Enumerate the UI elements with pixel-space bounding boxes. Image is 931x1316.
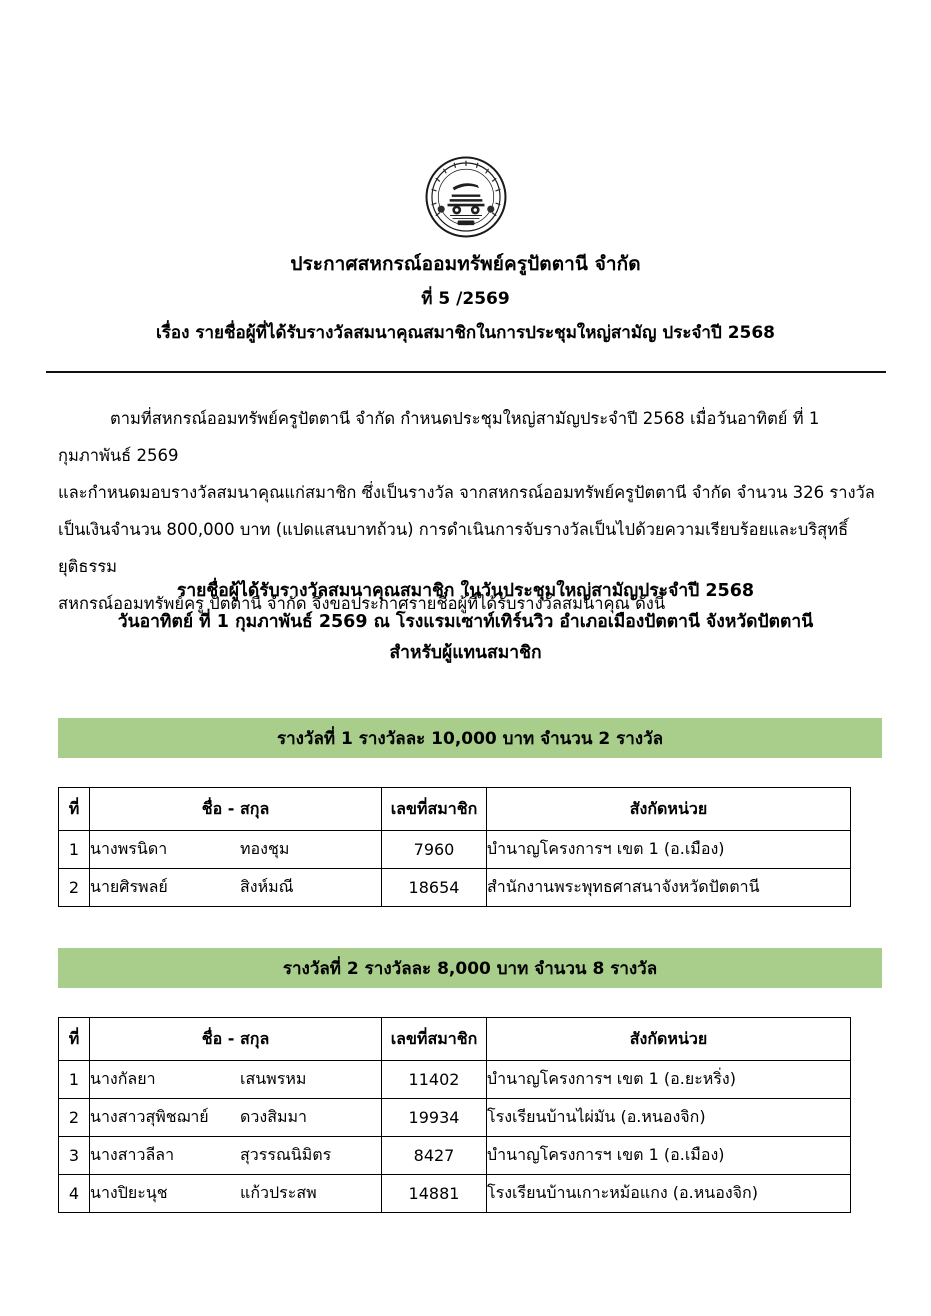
column-header-name: ชื่อ - สกุล [90, 788, 382, 831]
prize-banner-1-label: รางวัลที่ 1 รางวัลละ 10,000 บาท จำนวน 2 รางวัล [276, 728, 664, 749]
cell-unit: โรงเรียนบ้านไผ่มัน (อ.หนองจิก) [487, 1099, 851, 1137]
cell-last-name: แก้วประสพ [240, 1183, 317, 1202]
page-title: ประกาศสหกรณ์ออมทรัพย์ครูปัตตานี จำกัด [290, 253, 641, 275]
table-header-row [59, 788, 851, 831]
cell-member-no: 19934 [382, 1099, 487, 1137]
cell-no: 1 [59, 1061, 90, 1099]
cell-unit: บำนาญโครงการฯ เขต 1 (อ.เมือง) [487, 1137, 851, 1175]
header-divider [46, 371, 886, 373]
body-line-4: สหกรณ์ออมทรัพย์ครู ปัตตานี จำกัด จึงขอประกาศรายชื่อผู้ที่ได้รับรางวัลสมนาคุณ ดังนี้ [58, 594, 666, 613]
prize-banner-1 [58, 718, 882, 758]
cell-name [90, 869, 382, 907]
prize-banner-2-label: รางวัลที่ 2 รางวัลละ 8,000 บาท จำนวน 8 รางวัล [282, 958, 658, 979]
cell-no: 2 [59, 869, 90, 907]
table-row [59, 1061, 851, 1099]
table-row [59, 831, 851, 869]
column-header-no: ที่ [59, 1018, 90, 1061]
cell-no: 3 [59, 1137, 90, 1175]
award-table-1 [58, 787, 851, 907]
cell-unit: โรงเรียนบ้านเกาะหม้อแกง (อ.หนองจิก) [487, 1175, 851, 1213]
cell-name [90, 1061, 382, 1099]
cell-no: 1 [59, 831, 90, 869]
event-heading [0, 576, 931, 669]
cell-no: 2 [59, 1099, 90, 1137]
column-header-no: ที่ [59, 788, 90, 831]
award-table-2 [58, 1017, 851, 1213]
cell-last-name: เสนพรหม [240, 1069, 307, 1088]
cell-last-name: ทองชุม [240, 839, 290, 858]
cell-member-no: 8427 [382, 1137, 487, 1175]
cell-member-no: 18654 [382, 869, 487, 907]
cell-first-name: นางกัลยา [90, 1069, 156, 1088]
cell-unit: บำนาญโครงการฯ เขต 1 (อ.เมือง) [487, 831, 851, 869]
prize-banner-2 [58, 948, 882, 988]
cell-first-name: นางสาวลีลา [90, 1145, 175, 1164]
event-heading-line-2: วันอาทิตย์ ที่ 1 กุมภาพันธ์ 2569 ณ โรงแรมเซาท์เทิร์นวิว อำเภอเมืองปัตตานี จังหวัดปัตตานี [117, 612, 814, 632]
document-header [0, 252, 931, 345]
cell-no: 4 [59, 1175, 90, 1213]
body-line-1: ตามที่สหกรณ์ออมทรัพย์ครูปัตตานี จำกัด กำหนดประชุมใหญ่สามัญประจำปี 2568 เมื่อวันอาทิตย์ ที่ 1 กุมภาพันธ์ 2569 [58, 409, 820, 465]
table-row [59, 1137, 851, 1175]
column-header-unit: สังกัดหน่วย [487, 788, 851, 831]
column-header-member: เลขที่สมาชิก [382, 788, 487, 831]
table-row [59, 869, 851, 907]
column-header-member: เลขที่สมาชิก [382, 1018, 487, 1061]
event-heading-line-1: รายชื่อผู้ได้รับรางวัลสมนาคุณสมาชิก ในวันประชุมใหญ่สามัญประจำปี 2568 [176, 581, 755, 601]
body-line-3: เป็นเงินจำนวน 800,000 บาท (แปดแสนบาทถ้วน) การดำเนินการจับรางวัลเป็นไปด้วยความเรียบร้อยและบริสุทธิ์ยุติธรรม [58, 520, 849, 576]
cell-member-no: 14881 [382, 1175, 487, 1213]
cell-unit: สำนักงานพระพุทธศาสนาจังหวัดปัตตานี [487, 869, 851, 907]
cell-name [90, 1137, 382, 1175]
cell-unit: บำนาญโครงการฯ เขต 1 (อ.ยะหริ่ง) [487, 1061, 851, 1099]
cooperative-seal-icon [424, 155, 508, 239]
cell-member-no: 11402 [382, 1061, 487, 1099]
table-row [59, 1175, 851, 1213]
cell-last-name: สิงห์มณี [240, 877, 294, 896]
cell-last-name: สุวรรณนิมิตร [240, 1145, 332, 1164]
cell-first-name: นางพรนิดา [90, 839, 168, 858]
cell-first-name: นายศิรพลย์ [90, 877, 168, 896]
cell-name [90, 1099, 382, 1137]
body-line-2: และกำหนดมอบรางวัลสมนาคุณแก่สมาชิก ซึ่งเป็นรางวัล จากสหกรณ์ออมทรัพย์ครูปัตตานี จำกัด จำนวน 326 รางวัล [58, 483, 875, 502]
cell-name [90, 831, 382, 869]
cell-member-no: 7960 [382, 831, 487, 869]
document-number: ที่ 5 /2569 [421, 288, 510, 309]
column-header-name: ชื่อ - สกุล [90, 1018, 382, 1061]
logo-container [0, 155, 931, 239]
table-header-row [59, 1018, 851, 1061]
cell-last-name: ดวงสิมมา [240, 1107, 308, 1126]
cell-name [90, 1175, 382, 1213]
cell-first-name: นางปิยะนุช [90, 1183, 168, 1202]
column-header-unit: สังกัดหน่วย [487, 1018, 851, 1061]
cell-first-name: นางสาวสุพิชฌาย์ [90, 1107, 209, 1126]
document-subject: เรื่อง รายชื่อผู้ที่ได้รับรางวัลสมนาคุณสมาชิกในการประชุมใหญ่สามัญ ประจำปี 2568 [155, 322, 776, 343]
table-row [59, 1099, 851, 1137]
event-heading-line-3: สำหรับผู้แทนสมาชิก [389, 643, 542, 663]
